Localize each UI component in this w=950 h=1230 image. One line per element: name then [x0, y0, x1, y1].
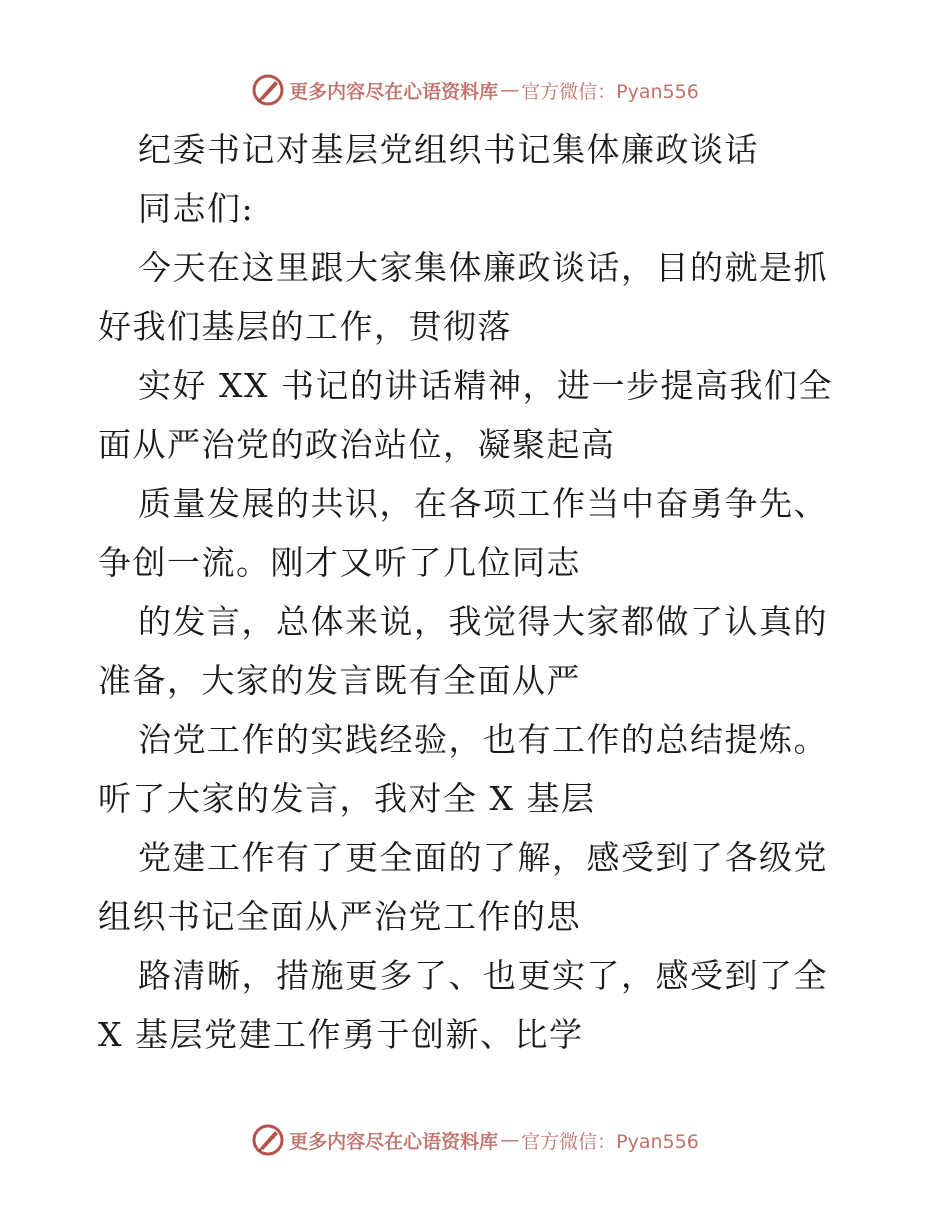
header-watermark [0, 70, 950, 110]
document-body [98, 120, 858, 1064]
paragraph: 的发言，总体来说，我觉得大家都做了认真的准备，大家的发言既有全面从严 [98, 602, 828, 700]
document-title: 纪委书记对基层党组织书记集体廉政谈话 [138, 130, 759, 169]
watermark-wechat-text: 官方微信：Pyan556 [521, 80, 699, 103]
watermark-main-text: 更多内容尽在心语资料库 [289, 1130, 499, 1153]
quill-pen-logo-icon [251, 73, 285, 107]
paragraph: 质量发展的共识，在各项工作当中奋勇争先、争创一流。刚才又听了几位同志 [98, 484, 828, 582]
watermark-main-text: 更多内容尽在心语资料库 [289, 80, 499, 103]
quill-pen-logo-icon [251, 1123, 285, 1157]
paragraph: 治党工作的实践经验，也有工作的总结提炼。听了大家的发言，我对全 X 基层 [98, 720, 828, 818]
paragraph: 实好 XX 书记的讲话精神，进一步提高我们全面从严治党的政治站位，凝聚起高 [98, 366, 833, 464]
document-salutation: 同志们: [138, 189, 255, 228]
paragraph: 今天在这里跟大家集体廉政谈话，目的就是抓好我们基层的工作，贯彻落 [98, 248, 828, 346]
paragraph: 路清晰，措施更多了、也更实了，感受到了全 X 基层党建工作勇于创新、比学 [98, 956, 828, 1054]
watermark-wechat-text: 官方微信：Pyan556 [521, 1130, 699, 1153]
watermark-dash: — [500, 1129, 520, 1151]
paragraph: 党建工作有了更全面的了解，感受到了各级党组织书记全面从严治党工作的思 [98, 838, 828, 936]
footer-watermark [0, 1120, 950, 1160]
watermark-dash: — [500, 79, 520, 101]
